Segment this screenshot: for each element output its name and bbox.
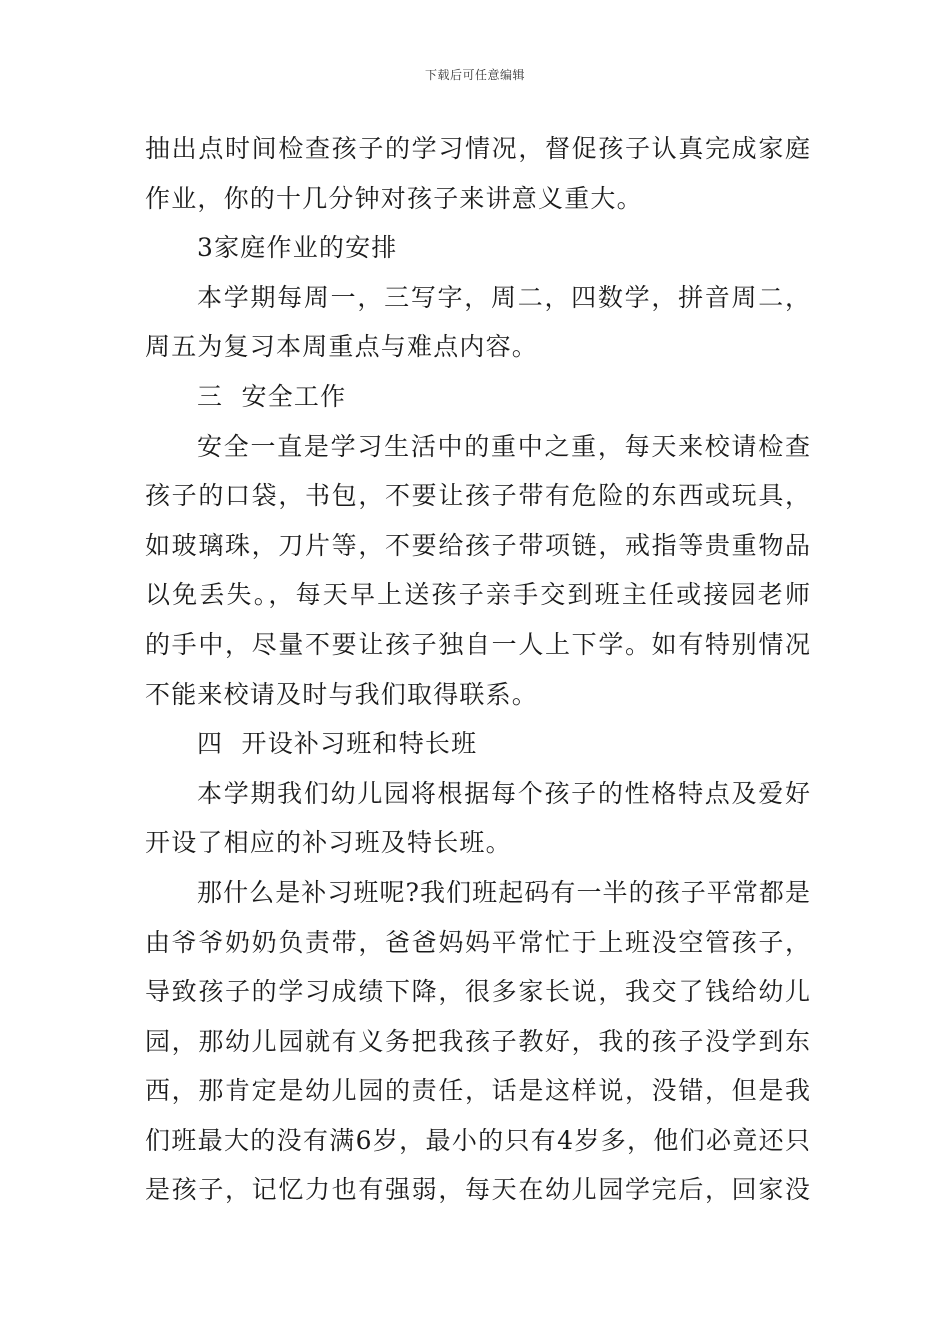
paragraph-line: 作业，你的十几分钟对孩子来讲意义重大。 xyxy=(145,183,643,213)
paragraph-line: 由爷爷奶奶负责带，爸爸妈妈平常忙于上班没空管孩子， xyxy=(145,927,810,957)
paragraph-line: 本学期每周一，三写字，周二，四数学，拼音周二， xyxy=(197,282,810,312)
paragraph-line: 以免丢失。，每天早上送孩子亲手交到班主任或接园老师 xyxy=(145,580,810,610)
paragraph-line: 周五为复习本周重点与难点内容。 xyxy=(145,332,539,362)
page-header: 下载后可任意编辑 xyxy=(424,68,525,82)
section-heading: 四 开设补习班和特长班 xyxy=(197,729,478,759)
paragraph-line: 导致孩子的学习成绩下降，很多家长说，我交了钱给幼儿 xyxy=(145,977,810,1007)
paragraph-line: 孩子的口袋，书包，不要让孩子带有危险的东西或玩具， xyxy=(145,481,810,511)
paragraph-line: 本学期我们幼儿园将根据每个孩子的性格特点及爱好 xyxy=(197,778,810,808)
paragraph-line: 安全一直是学习生活中的重中之重，每天来校请检查 xyxy=(197,431,810,461)
section-heading: 3家庭作业的安排 xyxy=(197,233,398,263)
paragraph-line: 西，那肯定是幼儿园的责任，话是这样说，没错，但是我 xyxy=(145,1076,810,1106)
paragraph-line: 那什么是补习班呢?我们班起码有一半的孩子平常都是 xyxy=(197,877,810,907)
paragraph-line: 如玻璃珠，刀片等，不要给孩子带项链，戒指等贵重物品 xyxy=(145,530,810,560)
paragraph-line: 开设了相应的补习班及特长班。 xyxy=(145,828,512,858)
paragraph-line: 不能来校请及时与我们取得联系。 xyxy=(145,679,539,709)
paragraph-line: 们班最大的没有满6岁，最小的只有4岁多，他们必竟还只 xyxy=(145,1125,810,1155)
section-heading: 三 安全工作 xyxy=(197,381,347,411)
paragraph-line: 是孩子，记忆力也有强弱，每天在幼儿园学完后，回家没 xyxy=(145,1175,810,1205)
document-body xyxy=(145,124,810,1215)
paragraph-line: 的手中，尽量不要让孩子独自一人上下学。如有特别情况 xyxy=(145,629,810,659)
paragraph-line: 抽出点时间检查孩子的学习情况，督促孩子认真完成家庭 xyxy=(145,134,810,163)
paragraph-line: 园，那幼儿园就有义务把我孩子教好，我的孩子没学到东 xyxy=(145,1026,810,1056)
